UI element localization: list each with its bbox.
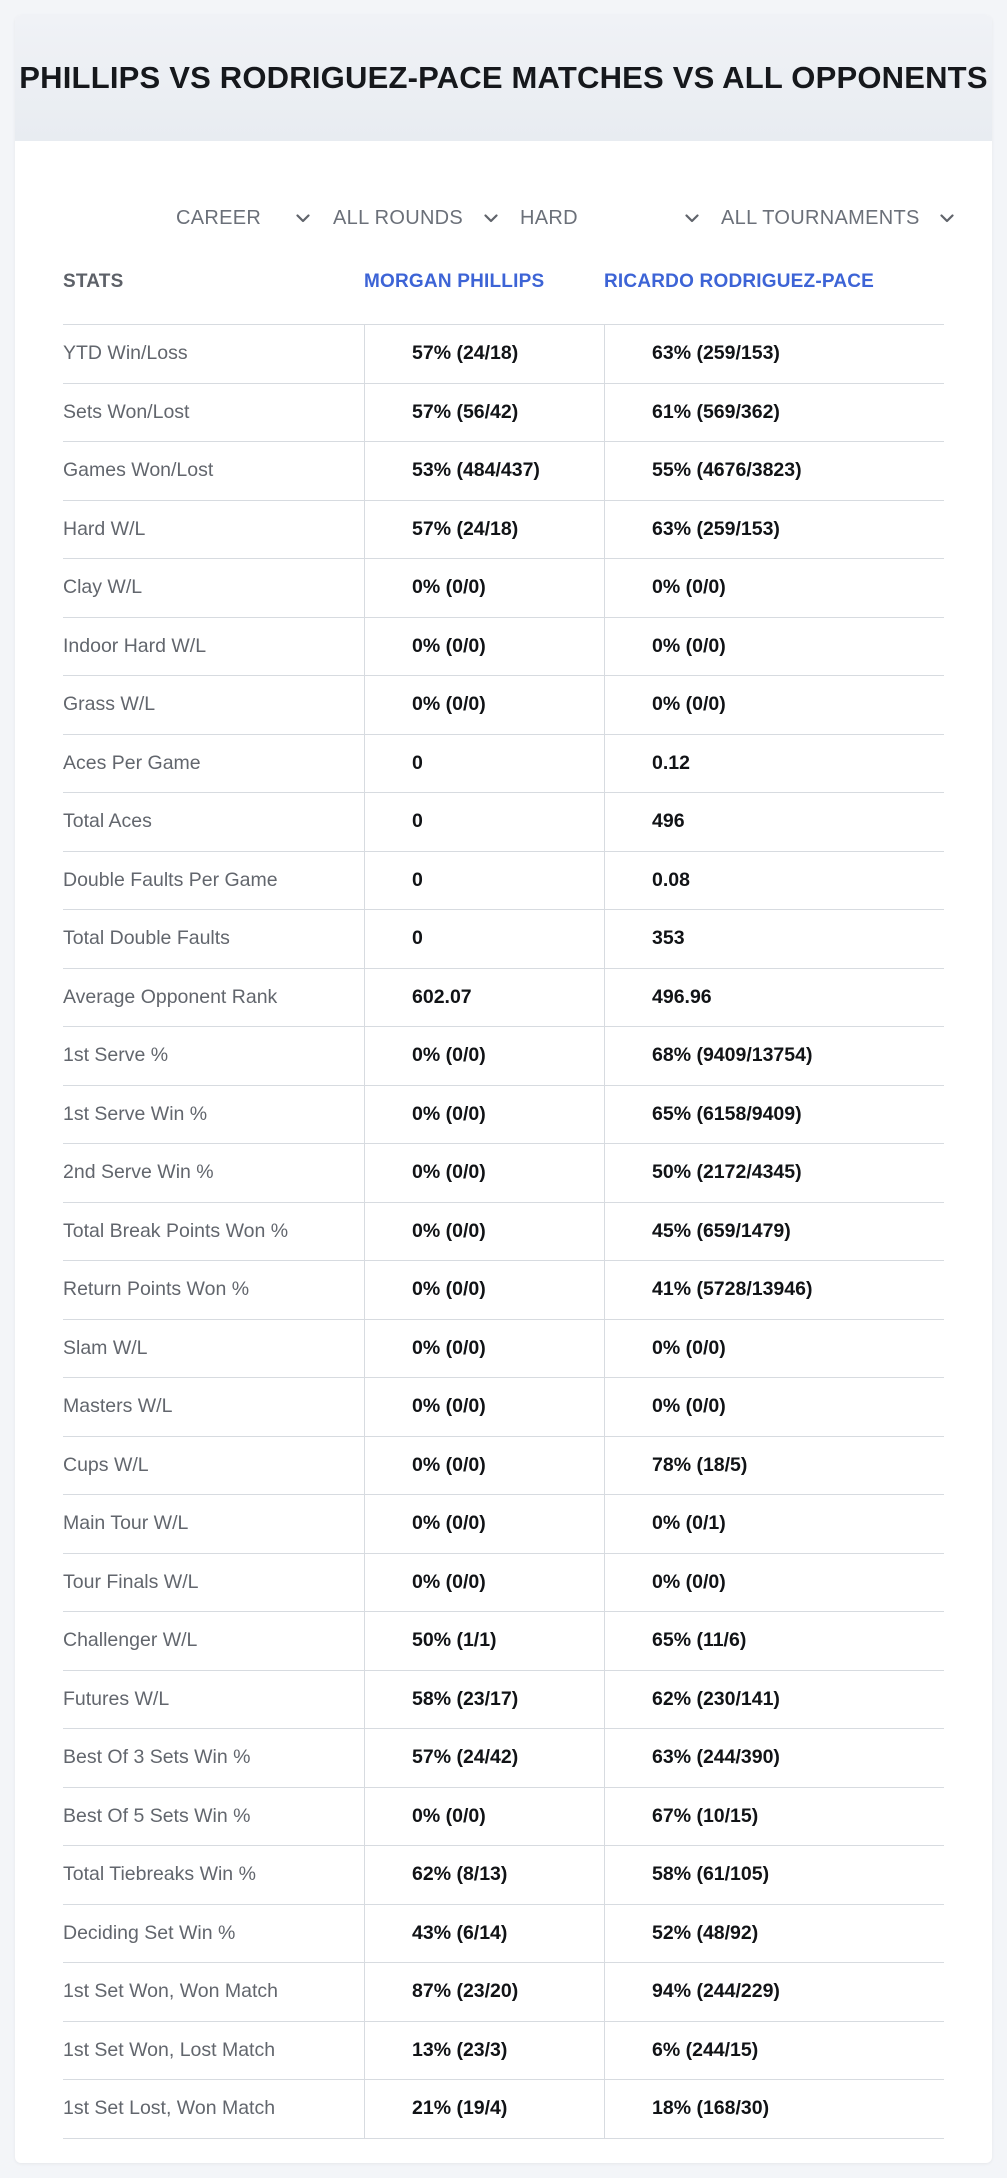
player2-link[interactable]: RICARDO RODRIGUEZ-PACE bbox=[604, 271, 875, 292]
stat-label: Clay W/L bbox=[63, 576, 143, 599]
filter-period-select[interactable] bbox=[176, 203, 312, 233]
player1-value: 0% (0/0) bbox=[412, 1512, 486, 1535]
stat-label: Average Opponent Rank bbox=[63, 985, 278, 1008]
stats-card bbox=[15, 15, 992, 2163]
player2-value: 18% (168/30) bbox=[652, 2097, 770, 2120]
stat-label: Total Double Faults bbox=[63, 927, 230, 950]
filter-round-select[interactable] bbox=[333, 203, 500, 233]
player2-value: 496.96 bbox=[652, 985, 712, 1008]
player1-value: 0% (0/0) bbox=[412, 576, 486, 599]
player2-value: 67% (10/15) bbox=[652, 1804, 759, 1827]
table-row bbox=[63, 1144, 944, 1203]
filter-bar bbox=[63, 141, 944, 265]
player1-value: 57% (24/18) bbox=[412, 342, 519, 365]
table-row bbox=[63, 1905, 944, 1964]
table-row bbox=[63, 1788, 944, 1847]
chevron-down-icon bbox=[683, 209, 701, 227]
stat-label: Total Aces bbox=[63, 810, 152, 833]
player1-value: 50% (1/1) bbox=[412, 1629, 497, 1652]
stat-label: YTD Win/Loss bbox=[63, 342, 188, 365]
stat-label: Futures W/L bbox=[63, 1687, 170, 1710]
stat-label: Cups W/L bbox=[63, 1453, 149, 1476]
table-row bbox=[63, 852, 944, 911]
filter-surface-select[interactable] bbox=[520, 203, 701, 233]
player1-value: 0% (0/0) bbox=[412, 634, 486, 657]
table-row bbox=[63, 1495, 944, 1554]
table-row bbox=[63, 910, 944, 969]
player2-value: 55% (4676/3823) bbox=[652, 459, 802, 482]
player2-value: 61% (569/362) bbox=[652, 400, 780, 423]
stat-label: Main Tour W/L bbox=[63, 1512, 189, 1535]
table-row bbox=[63, 969, 944, 1028]
player2-value: 94% (244/229) bbox=[652, 1980, 780, 2003]
table-row bbox=[63, 735, 944, 794]
stat-label: Best Of 5 Sets Win % bbox=[63, 1804, 251, 1827]
player2-value: 65% (6158/9409) bbox=[652, 1102, 802, 1125]
player2-value: 0% (0/1) bbox=[652, 1512, 726, 1535]
stat-label: 1st Serve Win % bbox=[63, 1102, 208, 1125]
stat-label: Deciding Set Win % bbox=[63, 1921, 236, 1944]
player1-value: 0% (0/0) bbox=[412, 1044, 486, 1067]
player1-value: 0% (0/0) bbox=[412, 1453, 486, 1476]
player2-value: 0% (0/0) bbox=[652, 1570, 726, 1593]
player1-value: 53% (484/437) bbox=[412, 459, 540, 482]
table-row bbox=[63, 1203, 944, 1262]
table-row bbox=[63, 1437, 944, 1496]
player1-value: 0% (0/0) bbox=[412, 1278, 486, 1301]
table-row bbox=[63, 793, 944, 852]
table-row bbox=[63, 1378, 944, 1437]
table-row bbox=[63, 2080, 944, 2139]
table-row bbox=[63, 501, 944, 560]
player1-link[interactable]: MORGAN PHILLIPS bbox=[364, 271, 545, 292]
player2-value: 78% (18/5) bbox=[652, 1453, 748, 1476]
filter-tournament-value: ALL TOURNAMENTS bbox=[721, 206, 920, 229]
filter-round-value: ALL ROUNDS bbox=[333, 206, 464, 229]
stat-label: 1st Set Won, Won Match bbox=[63, 1980, 278, 2003]
player2-value: 68% (9409/13754) bbox=[652, 1044, 813, 1067]
stat-label: Aces Per Game bbox=[63, 751, 201, 774]
player1-value: 0% (0/0) bbox=[412, 693, 486, 716]
stat-label: Return Points Won % bbox=[63, 1278, 250, 1301]
stat-label: 1st Serve % bbox=[63, 1044, 169, 1067]
player1-value: 0% (0/0) bbox=[412, 1219, 486, 1242]
table-row bbox=[63, 676, 944, 735]
player2-value: 353 bbox=[652, 927, 685, 950]
player1-value: 57% (56/42) bbox=[412, 400, 519, 423]
table-row bbox=[63, 384, 944, 443]
table-row bbox=[63, 1729, 944, 1788]
player2-value: 62% (230/141) bbox=[652, 1687, 780, 1710]
player2-value: 0.08 bbox=[652, 868, 690, 891]
table-row bbox=[63, 1320, 944, 1379]
table-row bbox=[63, 325, 944, 384]
player1-value: 0% (0/0) bbox=[412, 1804, 486, 1827]
player2-value: 0% (0/0) bbox=[652, 693, 726, 716]
player1-value: 0% (0/0) bbox=[412, 1336, 486, 1359]
filter-period-value: CAREER bbox=[176, 206, 262, 229]
player2-value: 6% (244/15) bbox=[652, 2038, 759, 2061]
stats-table-body bbox=[63, 325, 944, 2139]
player2-value: 0% (0/0) bbox=[652, 1336, 726, 1359]
player2-value: 58% (61/105) bbox=[652, 1863, 770, 1886]
player1-value: 57% (24/18) bbox=[412, 517, 519, 540]
player2-value: 63% (259/153) bbox=[652, 517, 780, 540]
content bbox=[15, 141, 992, 2139]
player1-value: 58% (23/17) bbox=[412, 1687, 519, 1710]
stat-label: Sets Won/Lost bbox=[63, 400, 190, 423]
table-row bbox=[63, 618, 944, 677]
player2-value: 0% (0/0) bbox=[652, 1395, 726, 1418]
stats-table-header bbox=[63, 265, 944, 325]
player1-value: 0% (0/0) bbox=[412, 1570, 486, 1593]
chevron-down-icon bbox=[482, 209, 500, 227]
stat-label: Tour Finals W/L bbox=[63, 1570, 199, 1593]
chevron-down-icon bbox=[938, 209, 956, 227]
page-header bbox=[15, 15, 992, 141]
player1-value: 57% (24/42) bbox=[412, 1746, 519, 1769]
player2-value: 0% (0/0) bbox=[652, 576, 726, 599]
stat-label: 2nd Serve Win % bbox=[63, 1161, 214, 1184]
table-row bbox=[63, 1846, 944, 1905]
player2-value: 41% (5728/13946) bbox=[652, 1278, 813, 1301]
table-row bbox=[63, 2022, 944, 2081]
player1-value: 0 bbox=[412, 927, 423, 950]
table-row bbox=[63, 1554, 944, 1613]
player1-value: 0% (0/0) bbox=[412, 1395, 486, 1418]
player1-value: 13% (23/3) bbox=[412, 2038, 508, 2061]
header-stats: STATS bbox=[63, 271, 124, 292]
player2-value: 0% (0/0) bbox=[652, 634, 726, 657]
stat-label: 1st Set Lost, Won Match bbox=[63, 2097, 276, 2120]
chevron-down-icon bbox=[294, 209, 312, 227]
player2-value: 52% (48/92) bbox=[652, 1921, 759, 1944]
player2-value: 63% (259/153) bbox=[652, 342, 780, 365]
player2-value: 65% (11/6) bbox=[652, 1629, 747, 1652]
filter-surface-value: HARD bbox=[520, 206, 578, 229]
player2-value: 63% (244/390) bbox=[652, 1746, 780, 1769]
player1-value: 0 bbox=[412, 751, 423, 774]
table-row bbox=[63, 1612, 944, 1671]
table-row bbox=[63, 442, 944, 501]
stat-label: Hard W/L bbox=[63, 517, 146, 540]
table-row bbox=[63, 1963, 944, 2022]
player1-value: 0 bbox=[412, 810, 423, 833]
player1-value: 87% (23/20) bbox=[412, 1980, 519, 2003]
table-row bbox=[63, 1027, 944, 1086]
player1-value: 21% (19/4) bbox=[412, 2097, 508, 2120]
stat-label: Indoor Hard W/L bbox=[63, 634, 207, 657]
filter-tournament-select[interactable] bbox=[721, 203, 956, 233]
page-title: PHILLIPS VS RODRIGUEZ-PACE MATCHES VS ALL OPPONENTS bbox=[19, 60, 988, 95]
player2-value: 50% (2172/4345) bbox=[652, 1161, 802, 1184]
table-row bbox=[63, 1086, 944, 1145]
player2-value: 496 bbox=[652, 810, 685, 833]
stat-label: Games Won/Lost bbox=[63, 459, 214, 482]
stat-label: Best Of 3 Sets Win % bbox=[63, 1746, 251, 1769]
player2-value: 45% (659/1479) bbox=[652, 1219, 791, 1242]
player1-value: 0 bbox=[412, 868, 423, 891]
player1-value: 62% (8/13) bbox=[412, 1863, 508, 1886]
stat-label: Total Tiebreaks Win % bbox=[63, 1863, 256, 1886]
player1-value: 43% (6/14) bbox=[412, 1921, 508, 1944]
player1-value: 0% (0/0) bbox=[412, 1161, 486, 1184]
table-row bbox=[63, 1671, 944, 1730]
player2-value: 0.12 bbox=[652, 751, 690, 774]
stat-label: Double Faults Per Game bbox=[63, 868, 278, 891]
table-row bbox=[63, 1261, 944, 1320]
table-row bbox=[63, 559, 944, 618]
stat-label: Masters W/L bbox=[63, 1395, 173, 1418]
stat-label: Grass W/L bbox=[63, 693, 156, 716]
player1-value: 602.07 bbox=[412, 985, 472, 1008]
stat-label: Challenger W/L bbox=[63, 1629, 198, 1652]
stat-label: 1st Set Won, Lost Match bbox=[63, 2038, 276, 2061]
stat-label: Total Break Points Won % bbox=[63, 1219, 289, 1242]
player1-value: 0% (0/0) bbox=[412, 1102, 486, 1125]
stat-label: Slam W/L bbox=[63, 1336, 148, 1359]
